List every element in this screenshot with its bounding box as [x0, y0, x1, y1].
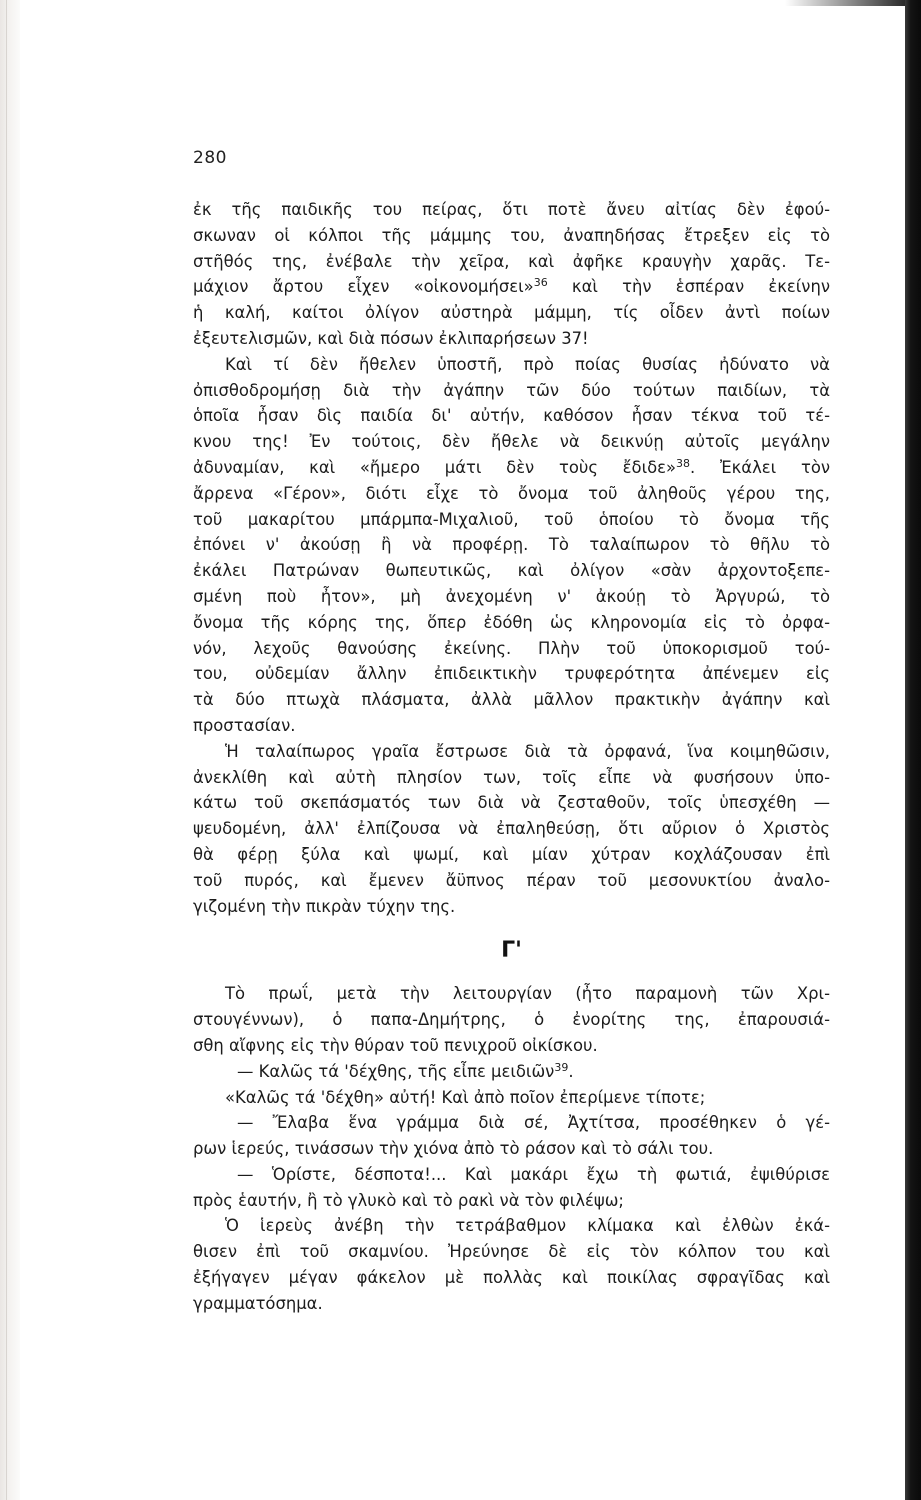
text-line: στουγέννων), ὁ παπα-Δημήτρης, ὁ ἐνορίτης της, ἐπαρουσιά- [193, 1010, 830, 1030]
text-line: ἐκ τῆς παιδικῆς του πείρας, ὅτι ποτὲ ἄνευ αἰτίας δὲν ἐφού- [193, 200, 830, 219]
page-number: 280 [193, 148, 227, 168]
scan-left-edge [0, 0, 20, 1500]
body-text [193, 197, 830, 1317]
text-line: πρὸς ἑαυτήν, ἢ τὸ γλυκὸ καὶ τὸ ρακὶ νὰ τὸν φιλέψω; [193, 1190, 624, 1210]
text-line: — Ὁρίστε, δέσποτα!... Καὶ μακάρι ἔχω τὴ φωτιά, ἐψιθύρισε [237, 1164, 830, 1184]
footnote-ref: 38 [676, 456, 691, 470]
paragraph [193, 1110, 830, 1162]
section-heading: Γ' [501, 938, 522, 964]
paragraph [193, 739, 830, 920]
text-line: ἐκάλει Πατρώναν θωπευτικῶς, καὶ ὀλίγον «σὰν ἀρχοντοξεπε- [193, 561, 830, 581]
text-line: ρων ἱερεύς, τινάσσων τὴν χιόνα ἀπὸ τὸ ράσον καὶ τὸ σάλι του. [193, 1139, 714, 1159]
text-line: θισεν ἐπὶ τοῦ σκαμνίου. Ἠρεύνησε δὲ εἰς τὸν κόλπον του καὶ [193, 1242, 830, 1262]
paragraph [193, 1085, 830, 1111]
text-line: γιζομένη τὴν πικρὰν τύχην της. [193, 896, 456, 916]
text-line: «Καλῶς τά 'δέχθη» αὐτή! Καὶ ἀπὸ ποῖον ἐπερίμενε τίποτε; [225, 1087, 706, 1107]
text-line: κνου της! Ἐν τούτοις, δὲν ἤθελε νὰ δεικνύῃ αὐτοῖς μεγάλην [193, 432, 830, 452]
text-line: τοῦ πυρός, καὶ ἔμενεν ἄϋπνος πέραν τοῦ μεσονυκτίου ἀναλο- [193, 870, 830, 890]
text-line: Καὶ τί δὲν ἤθελεν ὑποστῆ, πρὸ ποίας θυσίας ἠδύνατο νὰ [225, 354, 830, 374]
text-line: θὰ φέρῃ ξύλα καὶ ψωμί, καὶ μίαν χύτραν κοχλάζουσαν ἐπὶ [193, 844, 830, 864]
paragraph [193, 1059, 830, 1085]
text-line: ἄρρενα «Γέρον», διότι εἶχε τὸ ὄνομα τοῦ ἀληθοῦς γέρου της, [193, 483, 830, 503]
footnote-ref: 39 [554, 1060, 569, 1074]
paragraph [193, 197, 830, 352]
text-line: ἐπόνει ν' ἀκούσῃ ἢ νὰ προφέρῃ. Τὸ ταλαίπωρον τὸ θῆλυ τὸ [193, 535, 830, 555]
text-line: Τὸ πρωΐ, μετὰ τὴν λειτουργίαν (ἦτο παραμονὴ τῶν Χρι- [225, 984, 830, 1004]
text-line: ἐξήγαγεν μέγαν φάκελον μὲ πολλὰς καὶ ποικίλας σφραγῖδας καὶ [193, 1268, 830, 1288]
text-line: Ἡ ταλαίπωρος γραῖα ἔστρωσε διὰ τὰ ὀρφανά, ἵνα κοιμηθῶσιν, [225, 741, 830, 761]
text-line: ἐξευτελισμῶν, καὶ διὰ πόσων ἐκλιπαρήσεων 37! [193, 328, 589, 348]
text-line: ὄνομα τῆς κόρης της, ὅπερ ἐδόθη ὡς κληρονομία εἰς τὸ ὀρφα- [193, 612, 830, 632]
text-line: — Καλῶς τά 'δέχθης, τῆς εἶπε μειδιῶν$^{39}$. [237, 1060, 574, 1081]
text-line: σμένη ποὺ ἦτον», μὴ ἀνεχομένη ν' ἀκούῃ τὸ Ἀργυρώ, τὸ [193, 586, 830, 606]
text-line: νόν, λεχοῦς θανούσης ἐκείνης. Πλὴν τοῦ ὑποκορισμοῦ τού- [193, 638, 830, 658]
text-line: ἀνεκλίθη καὶ αὐτὴ πλησίον των, τοῖς εἶπε νὰ φυσήσουν ὑπο- [193, 767, 830, 787]
text-line: Ὁ ἱερεὺς ἀνέβη τὴν τετράβαθμον κλίμακα καὶ ἐλθὼν ἐκά- [225, 1216, 830, 1236]
paragraph [193, 1162, 830, 1214]
text-line: σθη αἴφνης εἰς τὴν θύραν τοῦ πενιχροῦ οἰκίσκου. [193, 1035, 598, 1055]
paragraph [193, 352, 830, 739]
scan-top-shadow [785, 0, 905, 6]
footnote-ref: 36 [533, 276, 548, 290]
text-line: μάχιον ἄρτου εἶχεν «οἰκονομήσει»$^{36}$ καὶ τὴν ἑσπέραν ἐκείνην [193, 276, 830, 297]
text-line: προστασίαν. [193, 715, 296, 735]
text-line: ἀδυναμίαν, καὶ «ἤμερο μάτι δὲν τοὺς ἔδιδε»$^{38}$. Ἐκάλει τὸν [193, 456, 831, 477]
text-line: στῆθός της, ἐνέβαλε τὴν χεῖρα, καὶ ἀφῆκε κραυγὴν χαρᾶς. Τε- [193, 251, 830, 271]
text-line: ὀπισθοδρομήσῃ διὰ τὴν ἀγάπην τῶν δύο τούτων παιδίων, τὰ [193, 380, 830, 400]
text-line: ὁποῖα ἦσαν δὶς παιδία δι' αὐτήν, καθόσον ἦσαν τέκνα τοῦ τέ- [193, 406, 830, 426]
text-line: — Ἔλαβα ἕνα γράμμα διὰ σέ, Ἀχτίτσα, προσέθηκεν ὁ γέ- [237, 1113, 830, 1133]
text-line: του, οὐδεμίαν ἄλλην ἐπιδεικτικὴν τρυφερότητα ἀπένεμεν εἰς [193, 664, 830, 684]
text-line: ψευδομένη, ἀλλ' ἐλπίζουσα νὰ ἐπαληθεύσῃ, ὅτι αὔριον ὁ Χριστὸς [193, 819, 830, 839]
scan-right-edge [905, 0, 921, 1500]
text-line: ἡ καλή, καίτοι ὀλίγον αὐστηρὰ μάμμη, τίς οἶδεν ἀντὶ ποίων [193, 303, 830, 323]
paragraph [193, 981, 830, 1058]
text-line: τοῦ μακαρίτου μπάρμπα-Μιχαλιοῦ, τοῦ ὁποίου τὸ ὄνομα τῆς [193, 509, 830, 529]
paragraph [193, 1213, 830, 1316]
text-line: τὰ δύο πτωχὰ πλάσματα, ἀλλὰ μᾶλλον πρακτικὴν ἀγάπην καὶ [193, 690, 830, 710]
text-line: γραμματόσημα. [193, 1293, 323, 1313]
text-line: σκωναν οἱ κόλποι τῆς μάμμης του, ἀναπηδήσας ἔτρεξεν εἰς τὸ [193, 225, 830, 245]
text-line: κάτω τοῦ σκεπάσματός των διὰ νὰ ζεσταθοῦν, τοῖς ὑπεσχέθη — [193, 793, 830, 813]
